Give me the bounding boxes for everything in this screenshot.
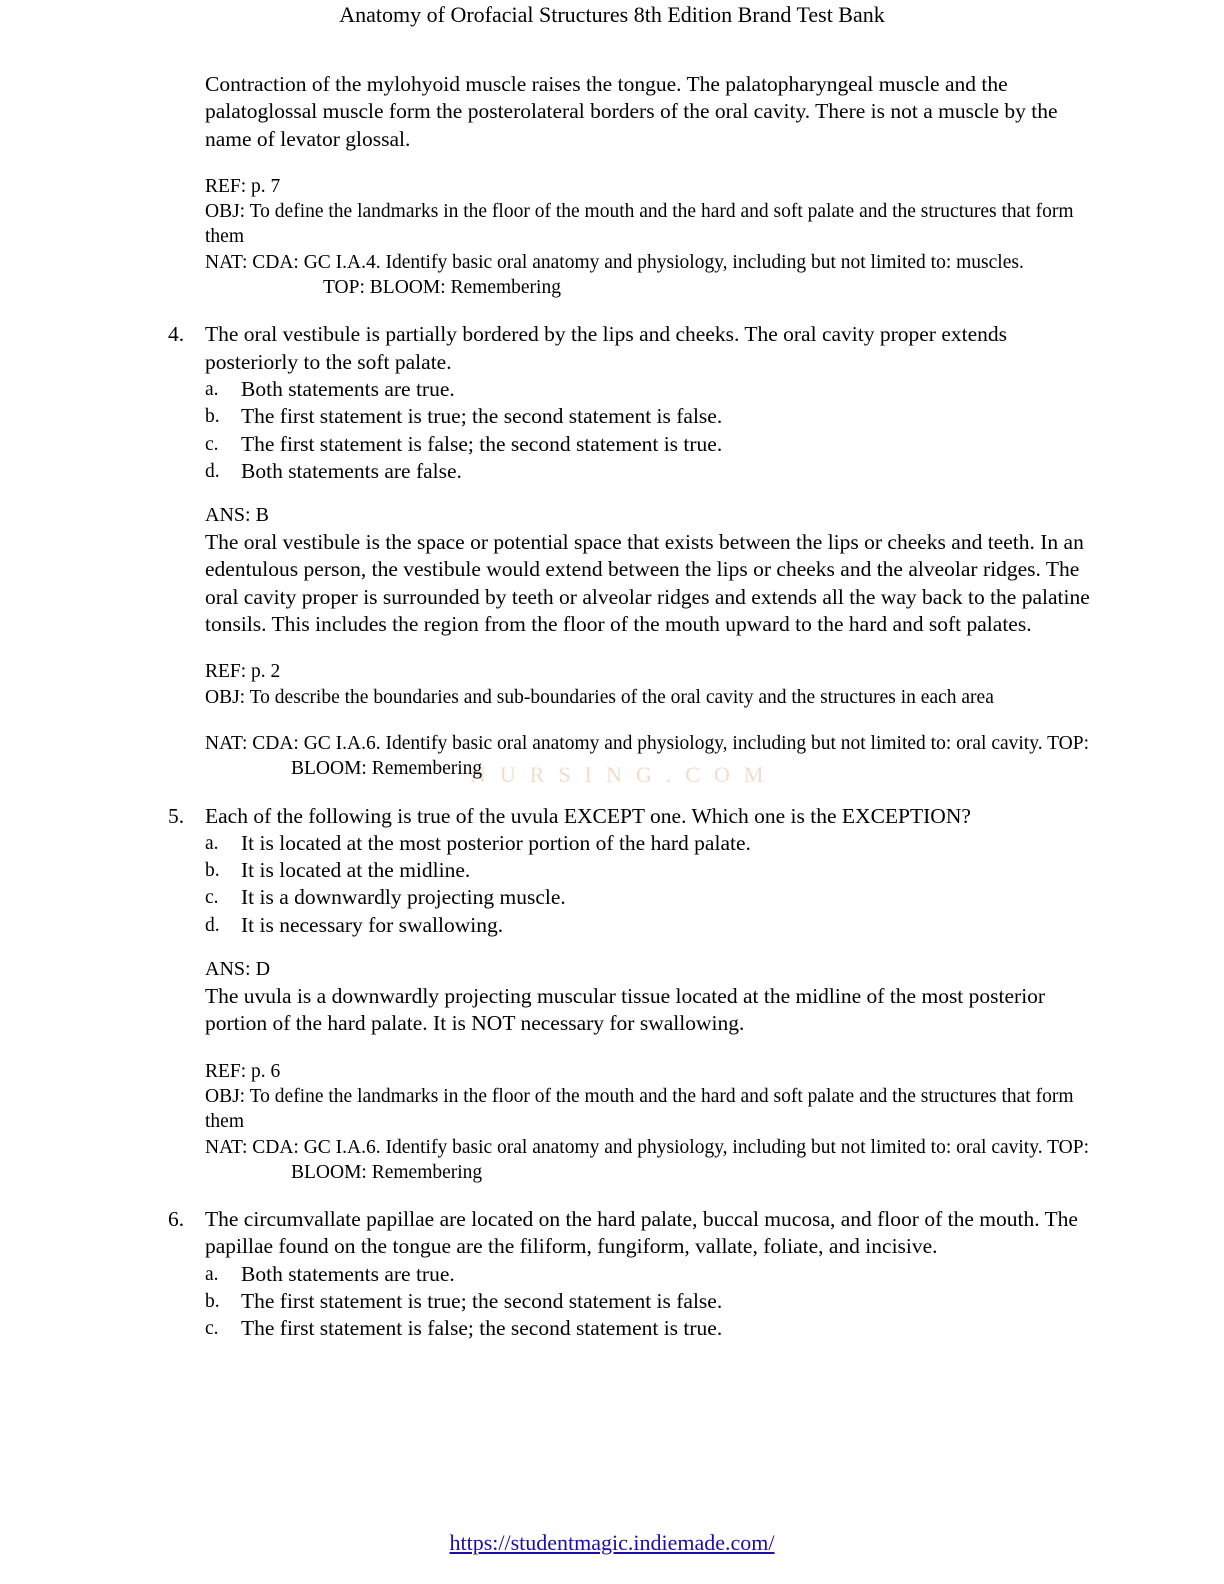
option-text: The first statement is false; the second statement is true. — [241, 1316, 723, 1341]
ref: REF: p. 6 — [205, 1060, 281, 1082]
option-letter: d. — [205, 460, 220, 482]
option-d — [205, 458, 1100, 485]
option-text: It is a downwardly projecting muscle. — [241, 885, 566, 910]
option-b — [205, 1288, 1100, 1315]
option-text: The first statement is false; the second statement is true. — [241, 431, 723, 456]
obj: OBJ: To describe the boundaries and sub-boundaries of the oral cavity and the structures in each area — [205, 686, 994, 708]
option-c — [205, 431, 1100, 458]
option-letter: b. — [205, 406, 220, 428]
answer-explanation: The oral vestibule is the space or potential space that exists between the lips or cheeks and teeth. In an edentulous person, the vestibule would extend between the lips or cheeks and the alveolar ridges. The oral cavity proper is surrounded by teeth or alveolar ridges and extends all the way back to the palatine tonsils. This includes the region from the floor of the mouth upward to the hard and soft palates. — [205, 530, 1090, 637]
option-list — [205, 1261, 1100, 1343]
question-5 — [168, 803, 1100, 1186]
option-letter: d. — [205, 914, 220, 936]
option-text: It is necessary for swallowing. — [241, 912, 504, 937]
page-footer — [0, 1530, 1224, 1556]
footer-link[interactable]: https://studentmagic.indiemade.com/ — [449, 1530, 775, 1555]
intro-explanation — [205, 71, 1100, 300]
answer-explanation: The uvula is a downwardly projecting muscular tissue located at the midline of the most posterior portion of the hard palate. It is NOT necessary for swallowing. — [205, 984, 1046, 1036]
nat-text: NAT: CDA: GC I.A.6. Identify basic oral anatomy and physiology, including but not limited to: oral cavity. TOP: — [205, 732, 1090, 754]
question-4 — [168, 321, 1100, 781]
question-stem: The oral vestibule is partially bordered by the lips and cheeks. The oral cavity proper extends posteriorly to the soft palate. — [205, 322, 1008, 374]
nat-text: NAT: CDA: GC I.A.6. Identify basic oral anatomy and physiology, including but not limited to: oral cavity. TOP: — [205, 1136, 1090, 1158]
option-letter: c. — [205, 433, 219, 455]
answer: ANS: B — [205, 504, 269, 527]
option-letter: a. — [205, 1263, 219, 1285]
watermark: NURSING.COM — [470, 762, 778, 787]
option-b — [205, 857, 1100, 884]
option-a — [205, 376, 1100, 403]
intro-text: Contraction of the mylohyoid muscle raises the tongue. The palatopharyngeal muscle and the palatoglossal muscle form the posterolateral borders of the oral cavity. There is not a muscle by the name of levator glossal. — [205, 72, 1058, 151]
option-text: Both statements are false. — [241, 458, 462, 483]
question-number: 5. — [168, 803, 185, 828]
obj: OBJ: To define the landmarks in the floor of the mouth and the hard and soft palate and the structures that form them — [205, 1085, 1074, 1133]
intro-top: TOP: BLOOM: Remembering — [323, 277, 561, 299]
option-c — [205, 1315, 1100, 1342]
question-number: 4. — [168, 322, 185, 347]
question-stem: The circumvallate papillae are located on the hard palate, buccal mucosa, and floor of the mouth. The papillae found on the tongue are the filiform, fungiform, vallate, foliate, and incisive. — [205, 1207, 1078, 1259]
nat — [205, 731, 1100, 782]
option-text: The first statement is true; the second statement is false. — [241, 1288, 723, 1313]
question-stem: Each of the following is true of the uvula EXCEPT one. Which one is the EXCEPTION? — [205, 803, 971, 828]
page-header-title: Anatomy of Orofacial Structures 8th Edition Brand Test Bank — [339, 2, 885, 27]
intro-nat — [205, 250, 1100, 301]
option-letter: b. — [205, 1290, 220, 1312]
intro-obj: OBJ: To define the landmarks in the floor of the mouth and the hard and soft palate and the structures that form them — [205, 201, 1074, 248]
option-text: Both statements are true. — [241, 1261, 455, 1286]
question-6 — [168, 1206, 1100, 1342]
ref: REF: p. 2 — [205, 661, 281, 683]
option-letter: c. — [205, 887, 219, 909]
page-content — [168, 71, 1100, 1343]
bloom: BLOOM: Remembering — [291, 1161, 483, 1183]
option-a — [205, 830, 1100, 857]
option-b — [205, 403, 1100, 430]
option-a — [205, 1261, 1100, 1288]
option-list — [205, 376, 1100, 485]
option-text: It is located at the most posterior portion of the hard palate. — [241, 830, 751, 855]
option-letter: a. — [205, 378, 219, 400]
option-text: It is located at the midline. — [241, 858, 471, 883]
intro-ref: REF: p. 7 — [205, 175, 281, 197]
option-text: The first statement is true; the second statement is false. — [241, 404, 723, 429]
option-text: Both statements are true. — [241, 376, 455, 401]
nat — [205, 1135, 1100, 1186]
answer: ANS: D — [205, 958, 271, 981]
bloom: BLOOM: Remembering — [291, 758, 483, 780]
intro-nat-text: NAT: CDA: GC I.A.4. Identify basic oral anatomy and physiology, including but not limited to: muscles. — [205, 251, 1024, 273]
option-letter: c. — [205, 1318, 219, 1340]
question-number: 6. — [168, 1207, 185, 1232]
option-letter: b. — [205, 860, 220, 882]
option-c — [205, 884, 1100, 911]
option-letter: a. — [205, 832, 219, 854]
option-d — [205, 912, 1100, 939]
option-list — [205, 830, 1100, 939]
